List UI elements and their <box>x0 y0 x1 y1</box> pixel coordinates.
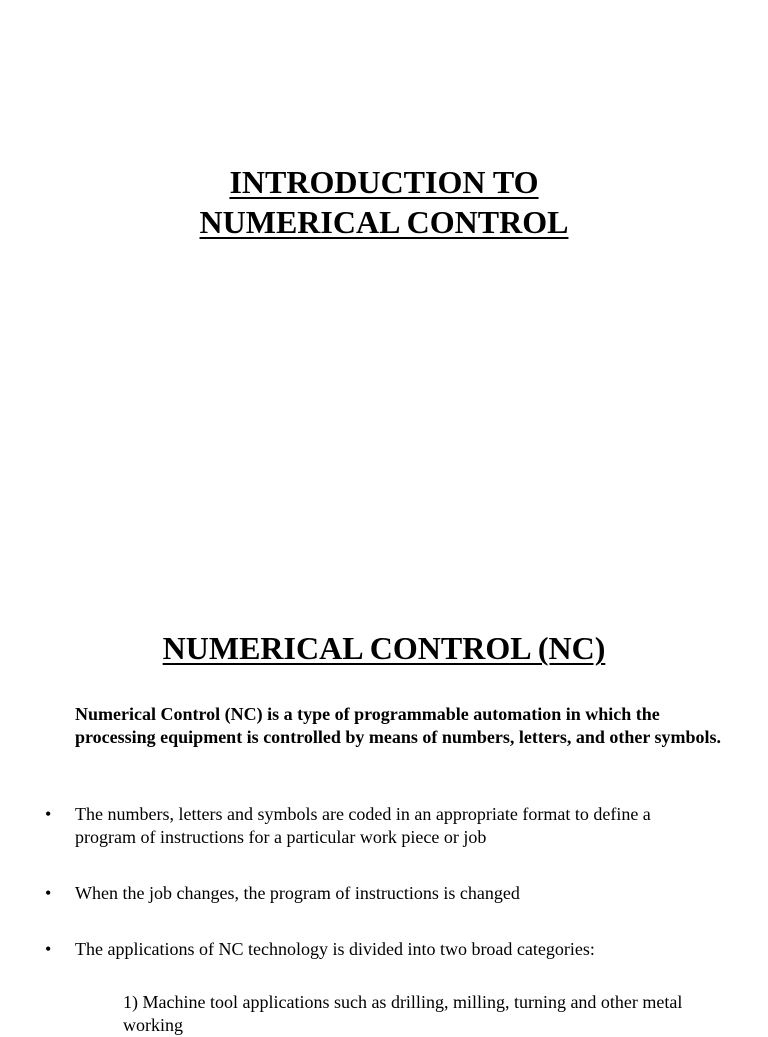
bullet-text: The applications of NC technology is divided into two broad categories: <box>75 939 595 959</box>
numbered-sub-item <box>123 991 733 1037</box>
title-line-2: NUMERICAL CONTROL <box>199 204 569 240</box>
page-title <box>0 162 768 242</box>
section-heading <box>0 628 768 668</box>
nc-definition: Numerical Control (NC) is a type of programmable automation in which the processing equipment is controlled by means of numbers, letters, and other symbols. <box>75 704 722 747</box>
sub-item-number: 1) <box>123 992 138 1012</box>
bullet-text: When the job changes, the program of instructions is changed <box>75 883 520 903</box>
title-line-1: INTRODUCTION TO <box>229 164 539 200</box>
bullet-icon: • <box>45 883 52 903</box>
sub-item-text: Machine tool applications such as drilling, milling, turning and other metal working <box>123 992 683 1035</box>
bullet-icon: • <box>45 804 52 824</box>
section-heading-text: NUMERICAL CONTROL (NC) <box>162 630 606 666</box>
bullet-icon: • <box>45 939 52 959</box>
bullet-text: The numbers, letters and symbols are coded in an appropriate format to define a program of instructions for a particular work piece or job <box>75 804 651 847</box>
